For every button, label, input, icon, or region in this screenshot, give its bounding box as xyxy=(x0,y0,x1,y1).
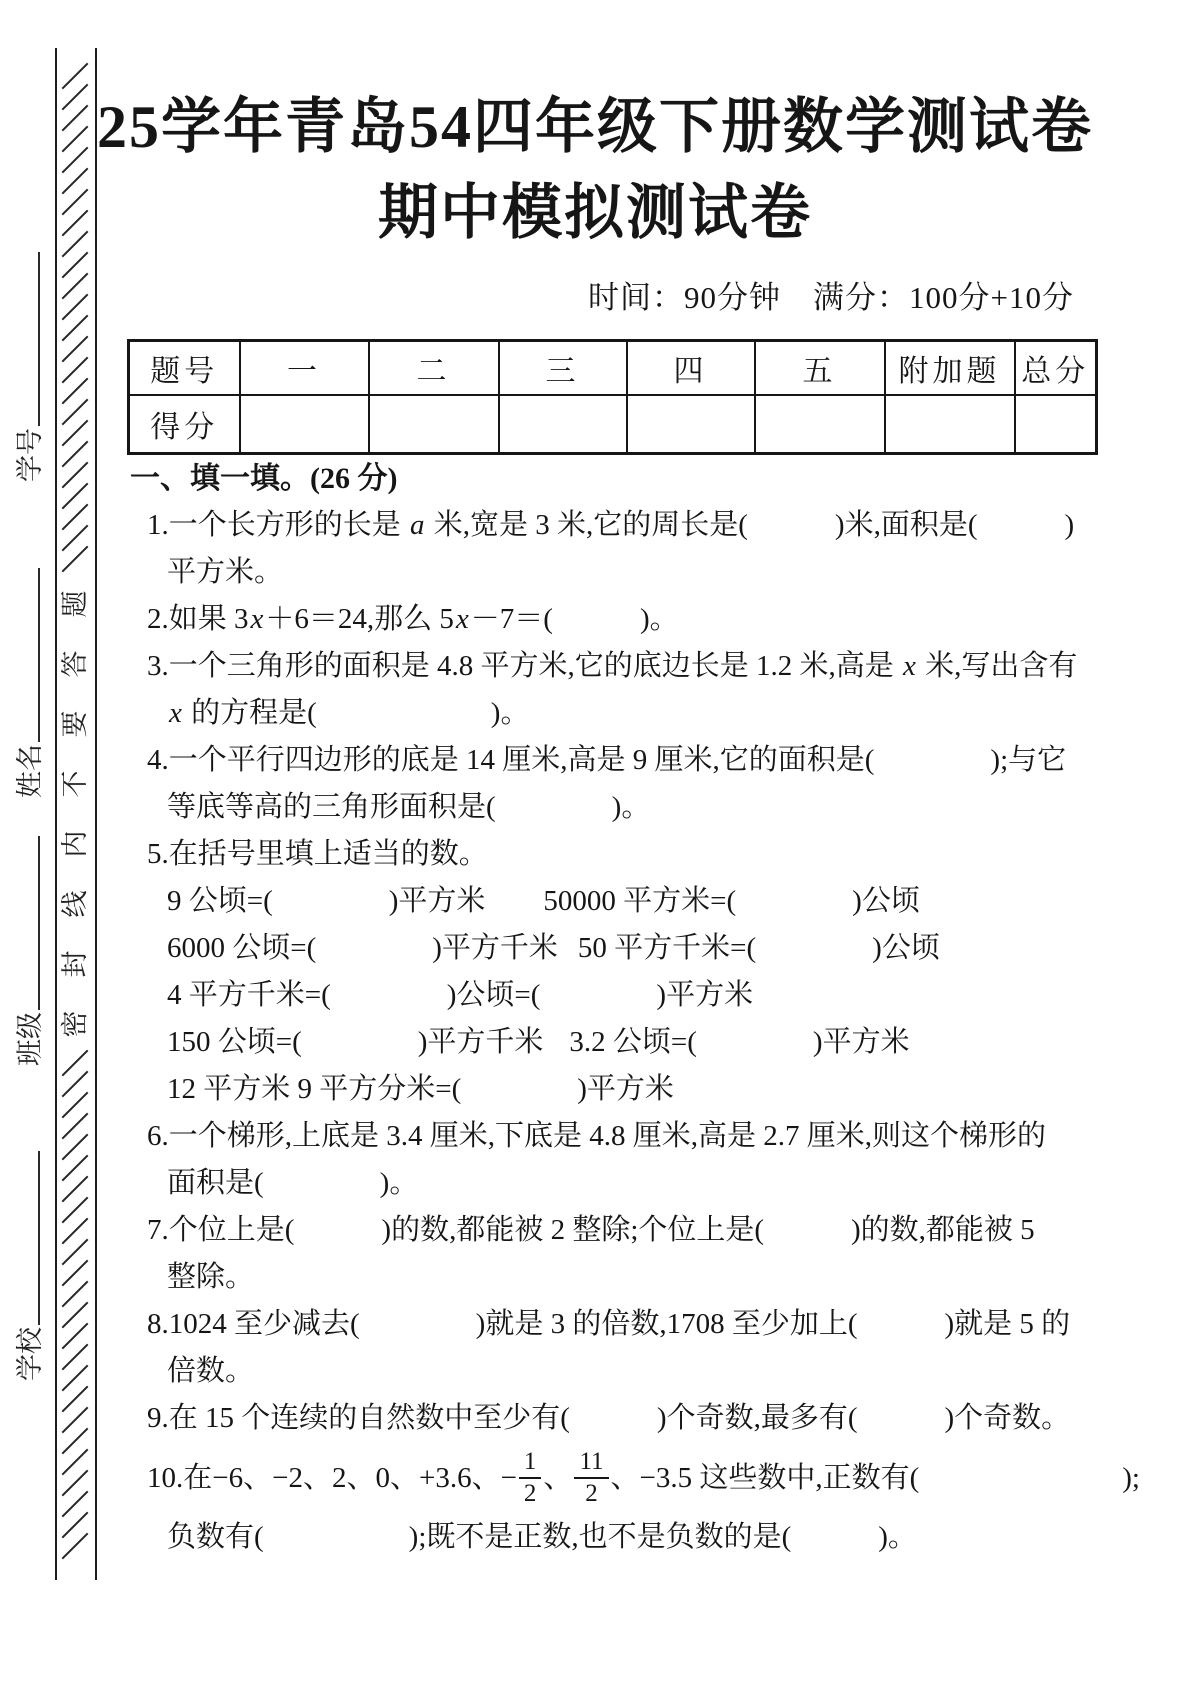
fraction-numerator: 1 xyxy=(519,1448,542,1479)
score-cell xyxy=(755,395,885,454)
paper-title-line1: 25学年青岛54四年级下册数学测试卷 xyxy=(97,94,1093,160)
question-line xyxy=(116,690,1126,737)
score-header-cell: 一 xyxy=(240,341,369,396)
question-text: 9 公顷=( )平方米 xyxy=(167,885,486,917)
question-line xyxy=(116,1066,1126,1113)
student-field-label: 姓名 xyxy=(15,744,45,798)
column-spacer xyxy=(485,909,543,910)
question-line xyxy=(116,1019,1126,1066)
student-field-label: 班级 xyxy=(15,1012,45,1066)
question-text: －7＝( )。 xyxy=(470,603,679,635)
seal-border-line-right xyxy=(95,48,97,1580)
math-variable: a xyxy=(410,509,425,541)
question-line xyxy=(116,596,1126,643)
question-text: 负数有( );既不是正数,也不是负数的是( )。 xyxy=(167,1521,917,1553)
seal-char: 要 xyxy=(60,710,90,738)
question-line xyxy=(116,784,1126,831)
score-cell xyxy=(499,395,627,454)
question-text: 3.2 公顷=( )平方米 xyxy=(569,1026,910,1058)
question-line xyxy=(116,1348,1126,1395)
student-field-1 xyxy=(13,252,47,482)
fraction-numerator: 11 xyxy=(574,1448,608,1479)
question-text: 10.在−6、−2、2、0、+3.6、− xyxy=(147,1462,517,1494)
time-fullmarks-info: 时间：90分钟 满分：100分+10分 xyxy=(588,280,1074,315)
student-field-label: 学号 xyxy=(15,428,45,482)
question-text: 的方程是( )。 xyxy=(183,697,530,729)
score-cell xyxy=(240,395,369,454)
score-cell xyxy=(369,395,499,454)
score-cell xyxy=(885,395,1015,454)
student-field-4 xyxy=(13,1151,47,1381)
field-underline xyxy=(13,252,40,426)
questions-section xyxy=(116,455,1140,1561)
question-text: 2.如果 3 xyxy=(147,603,249,635)
student-field-label: 学校 xyxy=(15,1327,45,1381)
question-text: 1.一个长方形的长是 xyxy=(147,509,409,541)
question-line xyxy=(116,737,1126,784)
question-line xyxy=(116,1113,1126,1160)
question-text: 、 xyxy=(543,1462,573,1494)
fraction-denominator: 2 xyxy=(585,1480,598,1508)
question-line xyxy=(116,1514,1126,1561)
question-text: 面积是( )。 xyxy=(167,1167,419,1199)
seal-char: 不 xyxy=(60,770,90,798)
math-variable: x xyxy=(903,650,916,682)
score-header-cell: 总分 xyxy=(1015,341,1097,396)
question-line xyxy=(116,831,1126,878)
question-line xyxy=(116,1160,1126,1207)
math-variable: x xyxy=(455,603,469,635)
question-text: 5.在括号里填上适当的数。 xyxy=(147,838,488,870)
question-line xyxy=(116,502,1126,549)
question-text: ＋6＝24,那么 5 xyxy=(265,603,454,635)
column-spacer xyxy=(558,956,578,957)
question-text: 50000 平方米=( )公顷 xyxy=(543,885,920,917)
score-cell xyxy=(627,395,755,454)
question-line xyxy=(116,925,1126,972)
seal-char: 答 xyxy=(60,650,90,678)
seal-char: 密 xyxy=(60,1010,90,1038)
hatch-stroke xyxy=(62,546,89,573)
question-line xyxy=(116,972,1126,1019)
math-variable: x xyxy=(169,697,182,729)
score-table-score-row xyxy=(129,395,1097,454)
question-line xyxy=(116,878,1126,925)
score-header-cell: 附加题 xyxy=(885,341,1015,396)
score-table-header-row xyxy=(129,341,1097,396)
hatch-stroke xyxy=(62,1533,89,1560)
seal-char: 线 xyxy=(60,890,90,918)
score-header-cell: 二 xyxy=(369,341,499,396)
fraction-denominator: 2 xyxy=(523,1480,537,1508)
question-line xyxy=(116,549,1126,596)
question-text: 50 平方千米=( )公顷 xyxy=(577,932,940,964)
seal-char: 内 xyxy=(60,830,90,858)
question-line xyxy=(116,1395,1126,1442)
student-field-3 xyxy=(13,836,47,1066)
field-underline xyxy=(13,1151,40,1325)
question-text: 4.一个平行四边形的底是 14 厘米,高是 9 厘米,它的面积是( );与它 xyxy=(147,744,1067,776)
fraction xyxy=(519,1448,542,1506)
hatch-strokes-bottom xyxy=(57,1045,95,1575)
question-text: 等底等高的三角形面积是( )。 xyxy=(167,791,651,823)
question-text: 米,写出含有 xyxy=(917,650,1078,682)
question-line xyxy=(116,1254,1126,1301)
question-text: 7.个位上是( )的数,都能被 2 整除;个位上是( )的数,都能被 5 xyxy=(147,1214,1035,1246)
question-text: 米,宽是 3 米,它的周长是( )米,面积是( ) xyxy=(426,509,1075,541)
score-header-cell: 题号 xyxy=(129,341,240,396)
question-text: 150 公顷=( )平方千米 xyxy=(167,1026,544,1058)
question-text: 6000 公顷=( )平方千米 xyxy=(167,932,558,964)
student-field-2 xyxy=(13,568,47,798)
question-line xyxy=(116,643,1126,690)
question-text: 整除。 xyxy=(167,1261,255,1293)
question-line xyxy=(116,1207,1126,1254)
score-cell xyxy=(1015,395,1097,454)
question-text: 9.在 15 个连续的自然数中至少有( )个奇数,最多有( )个奇数。 xyxy=(147,1402,1071,1434)
score-header-cell: 五 xyxy=(755,341,885,396)
question-text: 12 平方米 9 平方分米=( )平方米 xyxy=(167,1073,674,1105)
section-heading: 一、填一填。(26 分) xyxy=(130,462,398,495)
question-text: 平方米。 xyxy=(167,556,284,588)
paper-header xyxy=(55,84,1135,256)
field-underline xyxy=(13,568,40,742)
score-table xyxy=(127,339,1098,455)
question-text: 6.一个梯形,上底是 3.4 厘米,下底是 4.8 厘米,高是 2.7 厘米,则这个梯形的 xyxy=(147,1120,1047,1152)
paper-title-line2: 期中模拟测试卷 xyxy=(378,180,812,246)
score-header-cell: 三 xyxy=(499,341,627,396)
math-variable: x xyxy=(250,603,264,635)
seal-char: 封 xyxy=(60,950,90,978)
field-underline xyxy=(13,836,40,1010)
seal-char: 题 xyxy=(60,590,90,618)
question-line xyxy=(116,1442,1140,1514)
question-text: 3.一个三角形的面积是 4.8 平方米,它的底边长是 1.2 米,高是 xyxy=(147,650,902,682)
question-text: 、−3.5 这些数中,正数有( ); xyxy=(610,1462,1140,1494)
question-text: 倍数。 xyxy=(167,1355,255,1387)
question-text: 8.1024 至少减去( )就是 3 的倍数,1708 至少加上( )就是 5 的 xyxy=(147,1308,1071,1340)
fraction xyxy=(574,1448,608,1506)
score-row-label: 得分 xyxy=(129,395,240,454)
question-line xyxy=(116,1301,1126,1348)
score-header-cell: 四 xyxy=(627,341,755,396)
column-spacer xyxy=(543,1050,569,1051)
question-text: 4 平方千米=( )公顷=( )平方米 xyxy=(167,979,754,1011)
